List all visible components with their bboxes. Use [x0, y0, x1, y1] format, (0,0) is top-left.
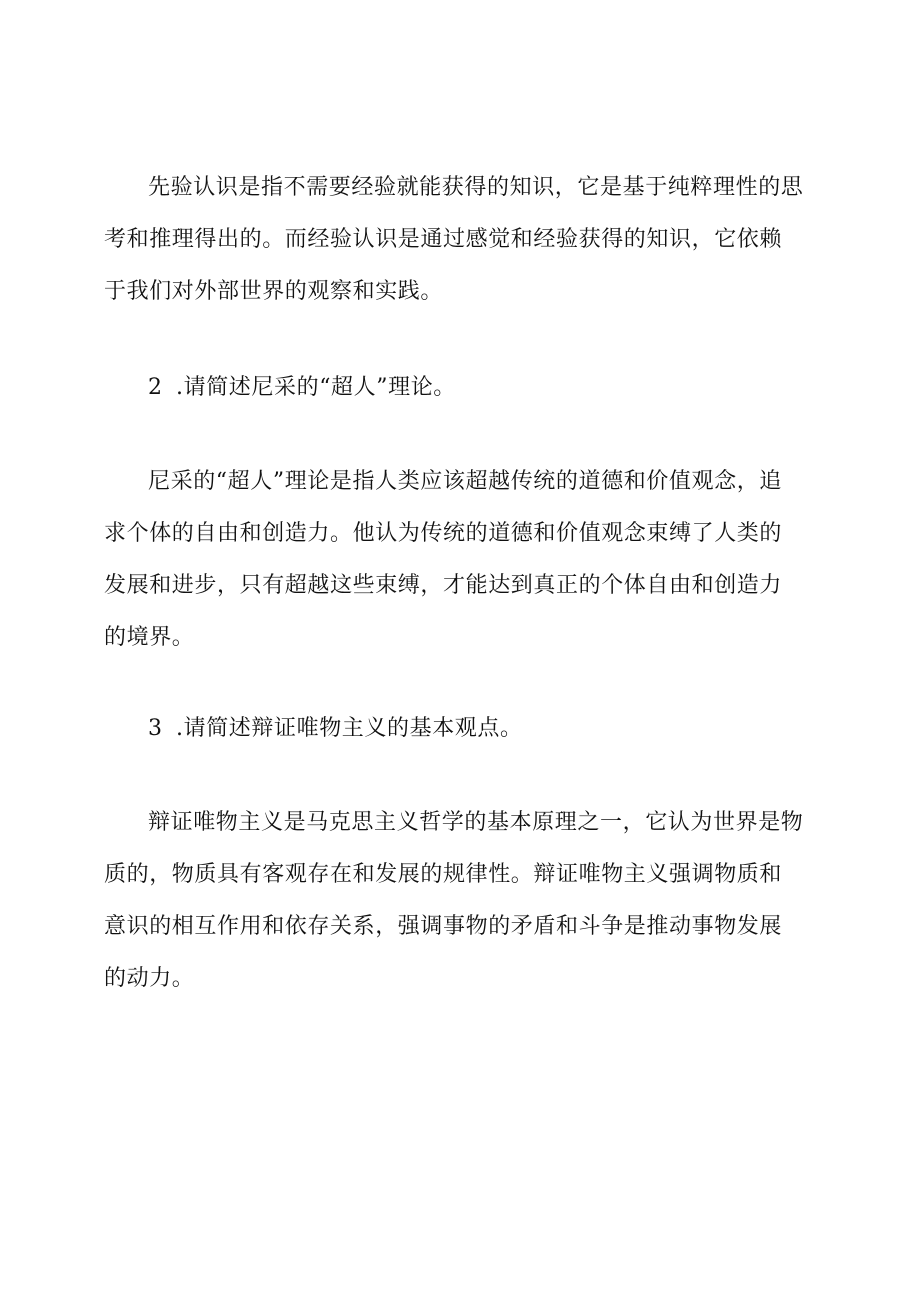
paragraph-superman-theory: 尼采的“超人”理论是指人类应该超越传统的道德和价值观念，追求个体的自由和创造力。他认为传统的道德和价值观念束缚了人类的发展和进步，只有超越这些束缚，才能达到真正的个体自由和创造力的境界。 [104, 469, 783, 650]
question-text: .请简述辩证唯物主义的基本观点。 [176, 716, 523, 741]
question-number: 2 [148, 375, 163, 400]
paragraph-a-priori-knowledge: 先验认识是指不需要经验就能获得的知识，它是基于纯粹理性的思考和推理得出的。而经验认识是通过感觉和经验获得的知识，它依赖于我们对外部世界的观察和实践。 [104, 175, 804, 304]
question-heading-dialectical-materialism [148, 703, 523, 755]
question-heading-nietzsche [148, 362, 456, 414]
paragraph-dialectical-materialism: 辩证唯物主义是马克思主义哲学的基本原理之一，它认为世界是物质的，物质具有客观存在和发展的规律性。辩证唯物主义强调物质和意识的相互作用和依存关系，强调事物的矛盾和斗争是推动事物发展的动力。 [104, 810, 804, 991]
question-number: 3 [148, 716, 163, 741]
question-text: .请简述尼采的“超人”理论。 [176, 375, 456, 400]
